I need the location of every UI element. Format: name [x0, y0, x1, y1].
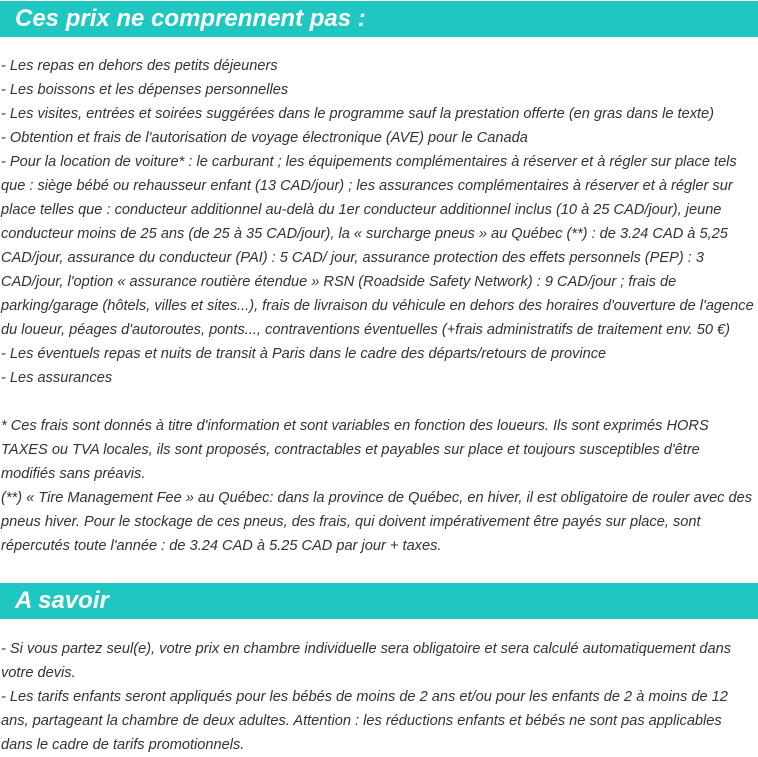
section-title: A savoir [15, 587, 109, 614]
footnote: * Ces frais sont donnés à titre d'information et sont variables en fonction des loueurs. Ils sont exprimés HORS TAXES ou TVA locales, ils sont proposés, contractables et payables sur place et toujours susceptibles d'être modifiés sans préavis. [1, 418, 709, 482]
list-item: - Les repas en dehors des petits déjeuners [1, 58, 278, 74]
list-item: - Les tarifs enfants seront appliqués pour les bébés de moins de 2 ans et/ou pour les enfants de 2 à moins de 12 ans, partageant la chambre de deux adultes. Attention : les réductions enfants et bébés ne sont pas applicables dans le cadre de tarifs promotionnels. [1, 689, 728, 753]
section-title: Ces prix ne comprennent pas : [15, 5, 366, 32]
list-item: - Les boissons et les dépenses personnelles [1, 82, 289, 98]
list-item: - Les éventuels repas et nuits de transit à Paris dans le cadre des départs/retours de province [1, 346, 607, 362]
a-savoir-content [0, 637, 757, 757]
footnote: (**) « Tire Management Fee » au Québec: dans la province de Québec, en hiver, il est obligatoire de rouler avec des pneus hiver. Pour le stockage de ces pneus, des frais, qui doivent impérativement être payés sur place, sont répercutés toute l'année : de 3.24 CAD à 5.25 CAD par jour + taxes. [1, 490, 753, 554]
section-header-a-savoir [0, 583, 758, 619]
list-item: - Les assurances [1, 370, 113, 386]
exclusions-content [0, 54, 757, 558]
section-header-exclusions [0, 1, 758, 37]
list-item: - Obtention et frais de l'autorisation de voyage électronique (AVE) pour le Canada [1, 130, 528, 146]
list-item: - Pour la location de voiture* : le carburant ; les équipements complémentaires à réserver et à régler sur place tels que : siège bébé ou rehausseur enfant (13 CAD/jour) ; les assurances complémentaires à réserver et à régler sur place telles que : conducteur additionnel au-delà du 1er conducteur additionnel inclus (10 à 25 CAD/jour), jeune conducteur moins de 25 ans (de 25 à 35 CAD/jour), la « surcharge pneus » au Québec (**) : de 3.24 CAD à 5,25 CAD/jour, assurance du conducteur (PAI) : 5 CAD/ jour, assurance protection des effets personnels (PEP) : 3 CAD/jour, l'option « assurance routière étendue » RSN (Roadside Safety Network) : 9 CAD/jour ; frais de parking/garage (hôtels, villes et sites...), frais de livraison du véhicule en dehors des horaires d'ouverture de l'agence du loueur, péages d'autoroutes, ponts..., contraventions éventuelles (+frais administratifs de traitement env. 50 €) [1, 154, 754, 338]
list-item: - Si vous partez seul(e), votre prix en chambre individuelle sera obligatoire et sera calculé automatiquement dans votre devis. [1, 641, 732, 681]
list-item: - Les visites, entrées et soirées suggérées dans le programme sauf la prestation offerte (en gras dans le texte) [1, 106, 715, 122]
spacer [1, 390, 757, 414]
